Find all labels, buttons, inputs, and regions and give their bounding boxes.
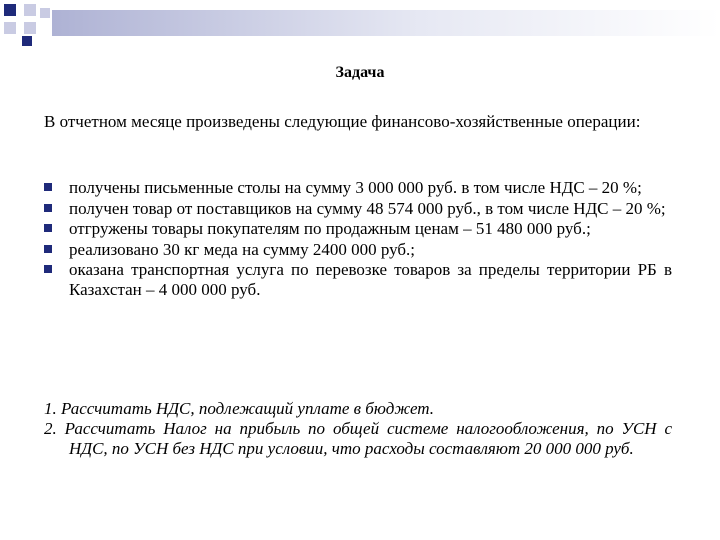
bullet-icon [44, 265, 52, 273]
bullet-icon [44, 204, 52, 212]
list-item: реализовано 30 кг меда на сумму 2400 000 руб.; [44, 240, 672, 260]
intro-text: В отчетном месяце произведены следующие финансово-хозяйственные операции: [44, 112, 641, 131]
header-decoration [0, 0, 720, 48]
list-item: оказана транспортная услуга по перевозке товаров за пределы территории РБ в Казахстан – 4 000 000 руб. [44, 260, 672, 299]
bullet-icon [44, 245, 52, 253]
intro-paragraph [44, 112, 672, 131]
tasks-list [44, 399, 672, 459]
task-item: 1. Рассчитать НДС, подлежащий уплате в бюджет. [44, 399, 435, 418]
bullet-icon [44, 224, 52, 232]
list-item: получены письменные столы на сумму 3 000 000 руб. в том числе НДС – 20 %; [44, 178, 672, 198]
operations-list [44, 178, 672, 300]
bullet-icon [44, 183, 52, 191]
list-item: получен товар от поставщиков на сумму 48 574 000 руб., в том числе НДС – 20 %; [44, 199, 672, 219]
task-item: 2. Рассчитать Налог на прибыль по общей системе налогообложения, по УСН с НДС, по УСН без НДС при условии, что расходы составляют 20 000 000 руб. [44, 419, 672, 458]
list-item: отгружены товары покупателям по продажным ценам – 51 480 000 руб.; [44, 219, 672, 239]
task-title: Задача [335, 64, 385, 81]
